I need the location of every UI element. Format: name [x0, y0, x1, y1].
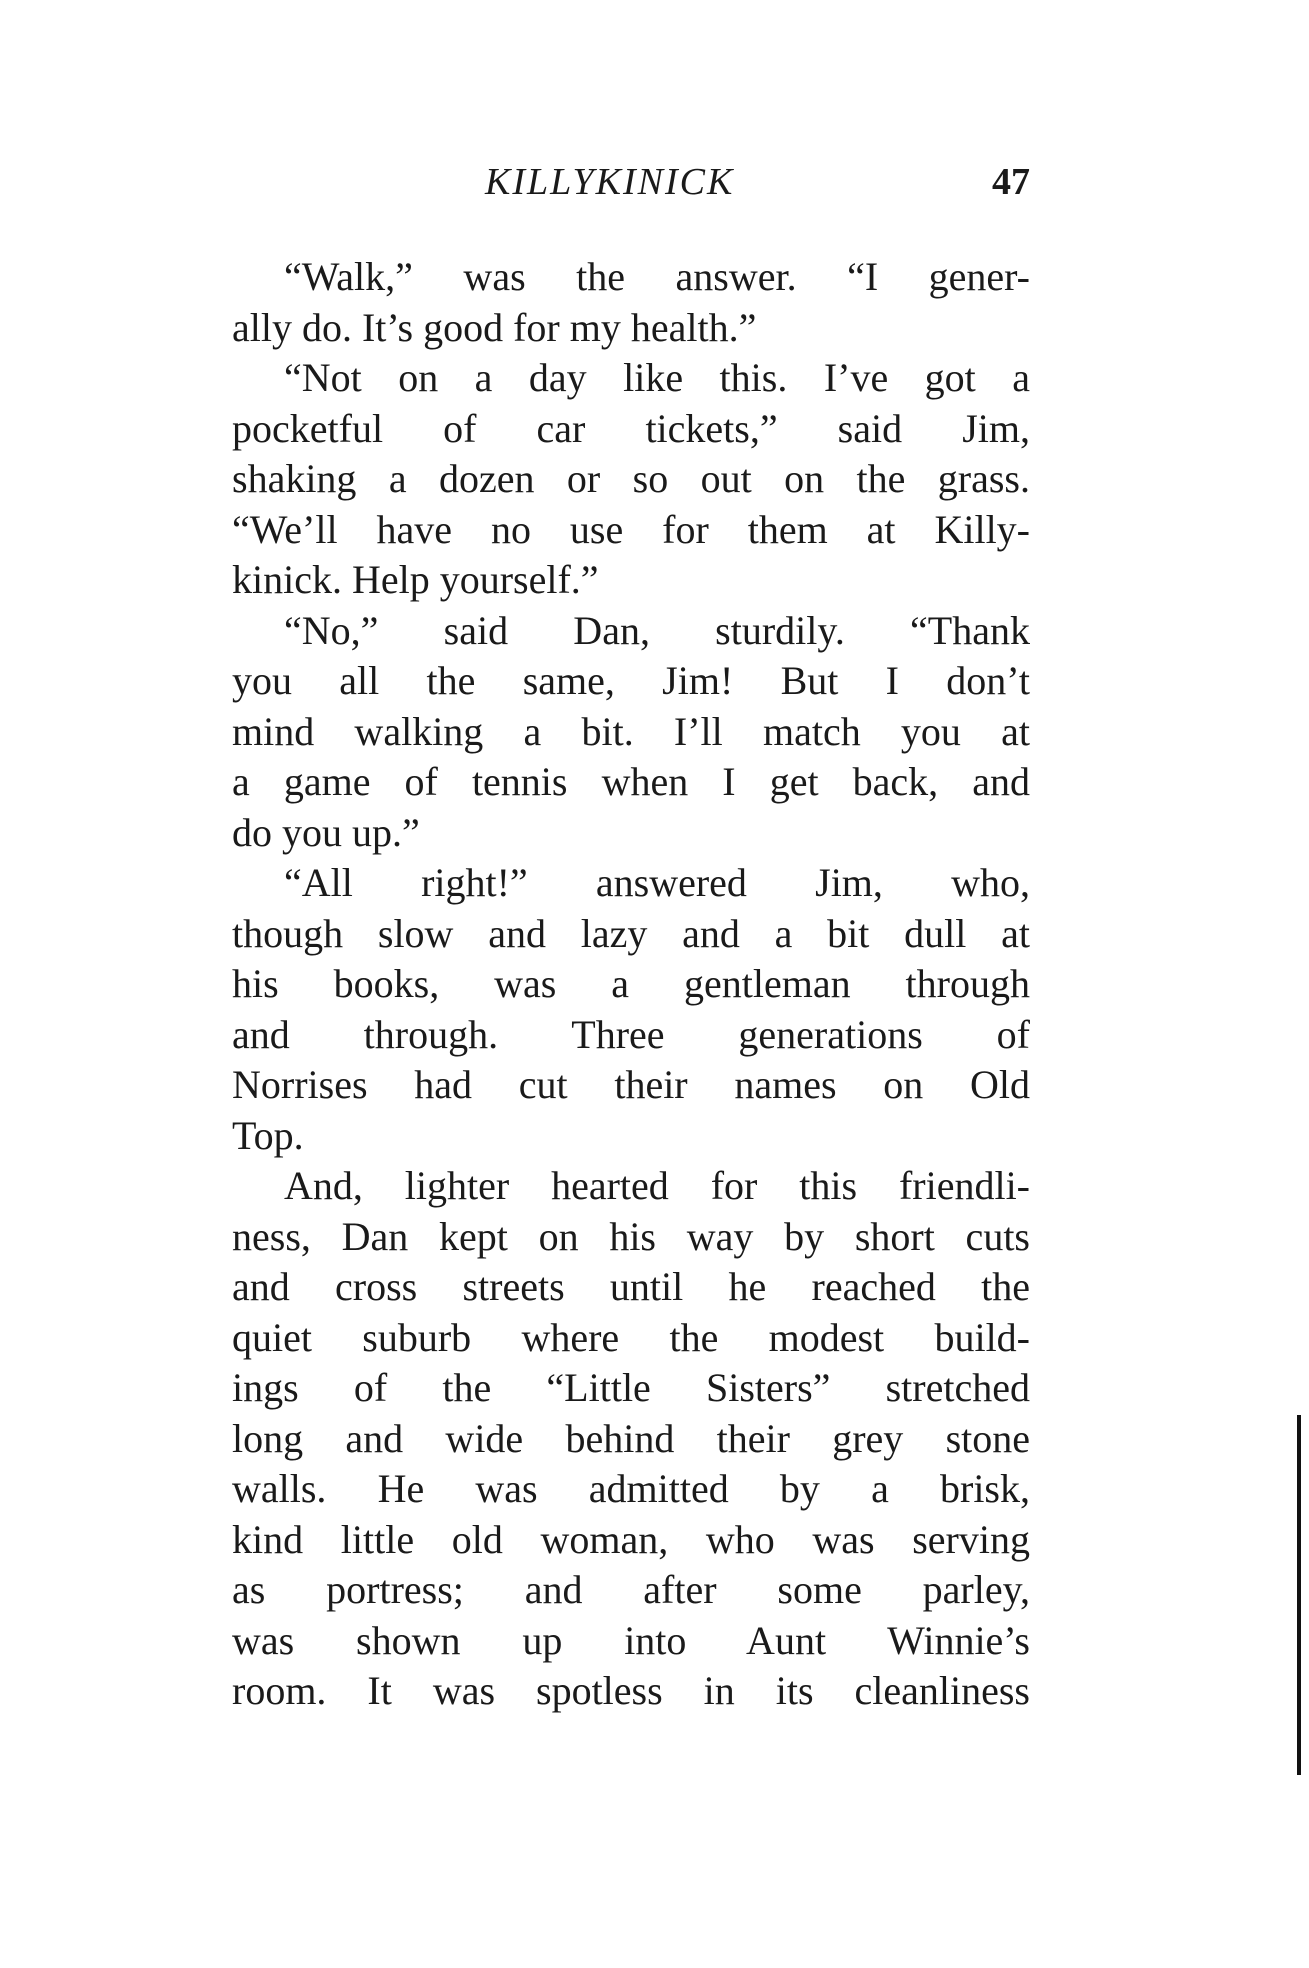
- text-line: shaking a dozen or so out on the grass.: [232, 456, 1030, 501]
- page-number: 47: [992, 161, 1030, 203]
- text-line: pocketful of car tickets,” said Jim,: [232, 405, 1030, 451]
- text-line: his books, was a gentleman through: [232, 961, 1030, 1006]
- text-line: ness, Dan kept on his way by short cuts: [232, 1213, 1030, 1259]
- text-line: kinick. Help yourself.”: [232, 557, 599, 602]
- text-line: “All right!” answered Jim, who,: [284, 860, 1030, 905]
- text-line: and cross streets until he reached the: [232, 1264, 1030, 1309]
- text-line: a game of tennis when I get back, and: [232, 759, 1030, 804]
- body-text: [232, 252, 1030, 1717]
- text-line: you all the same, Jim! But I don’t: [232, 658, 1030, 703]
- text-line: “We’ll have no use for them at Killy-: [232, 506, 1030, 552]
- text-line: Norrises had cut their names on Old: [232, 1062, 1030, 1107]
- text-line: mind walking a bit. I’ll match you at: [232, 708, 1030, 754]
- running-title: KILLYKINICK: [485, 161, 735, 203]
- text-line: room. It was spotless in its cleanliness: [232, 1668, 1030, 1713]
- text-line: “Walk,” was the answer. “I gener-: [284, 254, 1030, 299]
- text-line: And, lighter hearted for this friendli-: [284, 1163, 1030, 1208]
- text-line: ings of the “Little Sisters” stretched: [232, 1365, 1030, 1410]
- text-line: “Not on a day like this. I’ve got a: [284, 355, 1030, 400]
- text-line: ally do. It’s good for my health.”: [232, 304, 757, 350]
- text-line: “No,” said Dan, sturdily. “Thank: [284, 607, 1030, 653]
- text-line: walls. He was admitted by a brisk,: [232, 1466, 1030, 1511]
- scan-edge-rule: [1297, 1415, 1301, 1775]
- text-line: as portress; and after some parley,: [232, 1567, 1030, 1612]
- text-line: and through. Three generations of: [232, 1011, 1030, 1057]
- text-line: long and wide behind their grey stone: [232, 1415, 1030, 1461]
- text-line: do you up.”: [232, 809, 420, 855]
- text-line: quiet suburb where the modest build-: [232, 1314, 1030, 1360]
- text-line: kind little old woman, who was serving: [232, 1516, 1030, 1562]
- text-line: was shown up into Aunt Winnie’s: [232, 1617, 1030, 1663]
- text-line: though slow and lazy and a bit dull at: [232, 910, 1030, 956]
- running-head: [230, 160, 1030, 210]
- text-line: Top.: [232, 1112, 304, 1158]
